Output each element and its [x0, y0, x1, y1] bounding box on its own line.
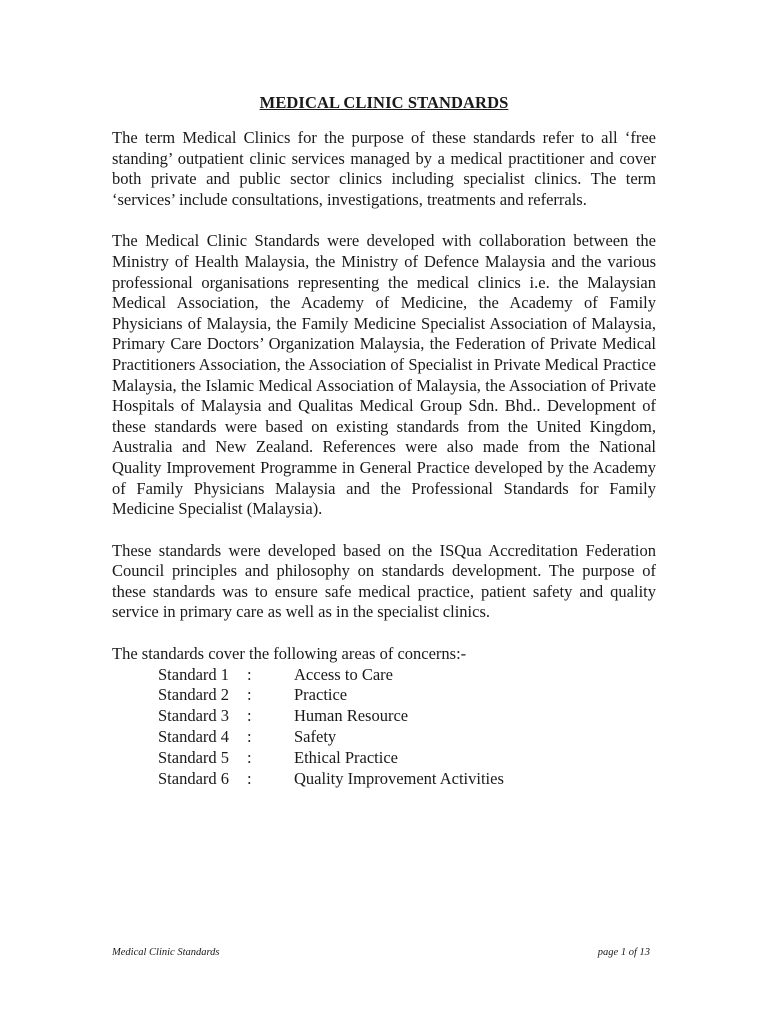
standard-number: Standard 4: [158, 727, 230, 747]
standard-separator: :: [247, 685, 252, 705]
standard-separator: :: [247, 664, 252, 684]
paragraph-collaboration: The Medical Clinic Standards were developed with collaboration between the Ministry of Health Malaysia, the Ministry of Defence Malaysia and the various professional organisations representing the medical clinics i.e. the Malaysian Medical Association, the Academy of Medicine, the Academy of Family Physicians of Malaysia, the Family Medicine Specialist Association of Malaysia, Primary Care Doctors’ Organization Malaysia, the Federation of Private Medical Practitioners Association, the Association of Specialist in Private Medical Practice Malaysia, the Islamic Medical Association of Malaysia, the Association of Private Hospitals of Malaysia and Qualitas Medical Group Sdn. Bhd.. Development of these standards were based on existing standards from the United Kingdom, Australia and New Zealand. References were also made from the National Quality Improvement Programme in General Practice developed by the Academy of Family Physicians Malaysia and the Professional Standards for Family Medicine Specialist (Malaysia).: [112, 231, 656, 519]
standard-name: Quality Improvement Activities: [294, 768, 504, 788]
standard-separator: :: [247, 727, 252, 747]
standard-name: Safety: [294, 727, 337, 747]
paragraph-purpose: These standards were developed based on the ISQua Accreditation Federation Council principles and philosophy on standards development. The purpose of these standards was to ensure safe medical practice, patient safety and quality service in primary care as well as in the specialist clinics.: [112, 540, 656, 622]
standard-row: [112, 769, 656, 790]
standard-separator: :: [247, 706, 252, 726]
standard-row: [112, 748, 656, 769]
standard-number: Standard 1: [158, 664, 230, 684]
standards-intro: The standards cover the following areas of concerns:-: [112, 644, 467, 664]
footer-page-number: page 1 of 13: [597, 947, 650, 958]
standards-list: [112, 665, 656, 790]
page-footer: [112, 946, 650, 960]
footer-document-name: Medical Clinic Standards: [112, 947, 220, 958]
standard-number: Standard 5: [158, 747, 230, 767]
standard-number: Standard 3: [158, 706, 230, 726]
standard-row: [112, 706, 656, 727]
standard-row: [112, 665, 656, 686]
paragraph-definition: The term Medical Clinics for the purpose of these standards refer to all ‘free standing’ outpatient clinic services managed by a medical practitioner and cover both private and public sector clinics including specialist clinics. The term ‘services’ include consultations, investigations, treatments and referrals.: [112, 128, 656, 209]
standard-row: [112, 685, 656, 706]
standard-name: Human Resource: [294, 706, 409, 726]
document-page: [112, 92, 656, 789]
standard-name: Ethical Practice: [294, 747, 398, 767]
standard-number: Standard 6: [158, 768, 230, 788]
standard-number: Standard 2: [158, 685, 230, 705]
standard-name: Access to Care: [294, 664, 393, 684]
standard-separator: :: [247, 768, 252, 788]
standard-row: [112, 727, 656, 748]
standard-name: Practice: [294, 685, 348, 705]
document-title: MEDICAL CLINIC STANDARDS: [259, 93, 509, 112]
standard-separator: :: [247, 747, 252, 767]
